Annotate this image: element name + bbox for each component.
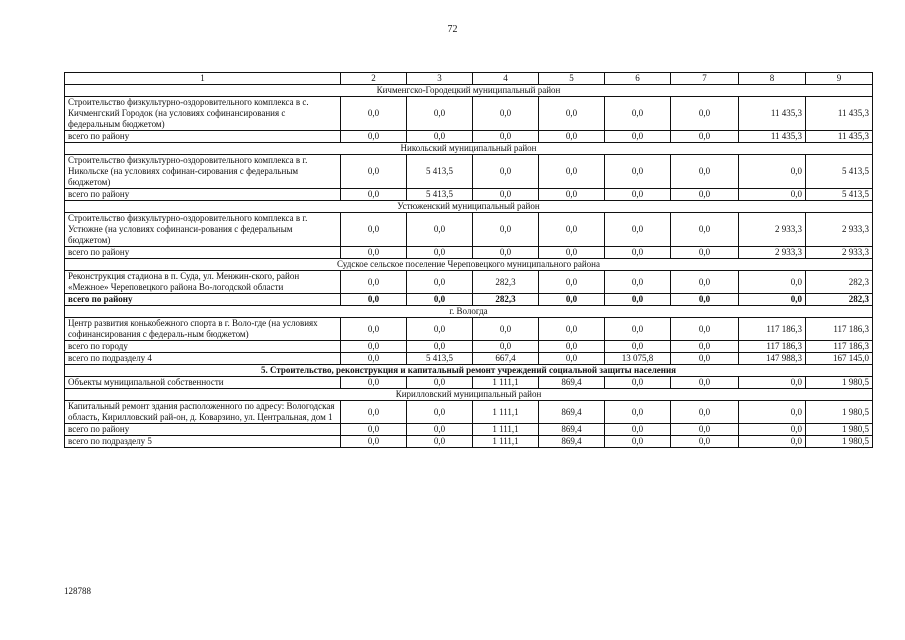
section-heading-row [65,85,873,97]
row-description: всего по району [65,189,341,201]
value-cell: 0,0 [605,318,671,341]
value-cell: 0,0 [341,97,407,131]
value-cell: 0,0 [341,294,407,306]
value-cell: 0,0 [739,436,806,448]
value-cell: 0,0 [407,377,473,389]
value-cell: 0,0 [739,155,806,189]
table-row [65,318,873,341]
value-cell: 0,0 [341,318,407,341]
value-cell: 0,0 [739,424,806,436]
value-cell: 0,0 [605,436,671,448]
table-body [65,73,873,448]
row-description: Объекты муниципальной собственности [65,377,341,389]
value-cell: 0,0 [671,341,739,353]
section-heading-row [65,365,873,377]
value-cell: 869,4 [539,377,605,389]
value-cell: 0,0 [341,377,407,389]
value-cell: 0,0 [539,341,605,353]
total-row [65,247,873,259]
value-cell: 0,0 [739,401,806,424]
value-cell: 0,0 [407,294,473,306]
value-cell: 0,0 [341,436,407,448]
value-cell: 0,0 [473,213,539,247]
total-row [65,424,873,436]
value-cell: 0,0 [407,341,473,353]
value-cell: 5 413,5 [407,155,473,189]
value-cell: 282,3 [473,271,539,294]
value-cell: 0,0 [341,353,407,365]
row-description: Реконструкция стадиона в п. Суда, ул. Менжин-ского, район «Межное» Череповецкого района Во-логодской области [65,271,341,294]
table-row [65,97,873,131]
value-cell: 0,0 [671,271,739,294]
value-cell: 0,0 [407,271,473,294]
value-cell: 0,0 [539,294,605,306]
value-cell: 869,4 [539,436,605,448]
value-cell: 0,0 [407,424,473,436]
table-row [65,155,873,189]
value-cell: 0,0 [671,424,739,436]
value-cell: 1 111,1 [473,436,539,448]
value-cell: 5 413,5 [806,189,873,201]
value-cell: 0,0 [739,377,806,389]
value-cell: 2 933,3 [806,213,873,247]
value-cell: 0,0 [473,318,539,341]
value-cell: 117 186,3 [806,318,873,341]
value-cell: 11 435,3 [806,131,873,143]
value-cell: 0,0 [341,189,407,201]
page-number: 72 [447,24,458,35]
section-heading-row [65,201,873,213]
section-heading-row [65,306,873,318]
header-row [65,73,873,85]
value-cell: 0,0 [605,377,671,389]
value-cell: 0,0 [671,213,739,247]
table-row [65,271,873,294]
value-cell: 0,0 [539,271,605,294]
row-description: Строительство физкультурно-оздоровительного комплекса в г. Никольске (на условиях софинан-сирования с федеральным бюджетом) [65,155,341,189]
column-header: 5 [539,73,605,85]
value-cell: 282,3 [806,294,873,306]
section-heading: 5. Строительство, реконструкция и капитальный ремонт учреждений социальной защиты населения [65,365,873,377]
value-cell: 0,0 [341,155,407,189]
section-heading: Судское сельское поселение Череповецкого муниципального района [65,259,873,271]
value-cell: 5 413,5 [407,189,473,201]
value-cell: 0,0 [605,294,671,306]
row-description: всего по району [65,247,341,259]
value-cell: 0,0 [341,424,407,436]
value-cell: 0,0 [739,189,806,201]
row-description: всего по подразделу 4 [65,353,341,365]
value-cell: 0,0 [341,213,407,247]
value-cell: 0,0 [605,97,671,131]
value-cell: 11 435,3 [806,97,873,131]
value-cell: 0,0 [407,401,473,424]
row-description: всего по городу [65,341,341,353]
value-cell: 117 186,3 [739,341,806,353]
value-cell: 1 111,1 [473,377,539,389]
value-cell: 667,4 [473,353,539,365]
value-cell: 5 413,5 [407,353,473,365]
row-description: Строительство физкультурно-оздоровительного комплекса в г. Устюжне (на условиях софинанси-рования с федеральным бюджетом) [65,213,341,247]
value-cell: 0,0 [671,401,739,424]
value-cell: 0,0 [473,97,539,131]
value-cell: 0,0 [671,131,739,143]
value-cell: 117 186,3 [806,341,873,353]
value-cell: 0,0 [539,213,605,247]
value-cell: 0,0 [473,155,539,189]
value-cell: 869,4 [539,401,605,424]
column-header: 2 [341,73,407,85]
value-cell: 282,3 [473,294,539,306]
value-cell: 0,0 [539,97,605,131]
value-cell: 0,0 [341,131,407,143]
total-row [65,353,873,365]
value-cell: 0,0 [341,247,407,259]
section-heading-row [65,389,873,401]
value-cell: 0,0 [407,318,473,341]
value-cell: 1 111,1 [473,401,539,424]
value-cell: 0,0 [605,155,671,189]
value-cell: 0,0 [605,213,671,247]
column-header: 8 [739,73,806,85]
value-cell: 11 435,3 [739,131,806,143]
value-cell: 2 933,3 [806,247,873,259]
row-description: всего по району [65,294,341,306]
value-cell: 0,0 [407,131,473,143]
column-header: 3 [407,73,473,85]
value-cell: 1 980,5 [806,436,873,448]
value-cell: 0,0 [671,155,739,189]
column-header: 7 [671,73,739,85]
section-heading: Никольский муниципальный район [65,143,873,155]
total-row [65,341,873,353]
value-cell: 0,0 [671,97,739,131]
row-description: Центр развития конькобежного спорта в г. Воло-где (на условиях софинансирования с федераль-ным бюджетом) [65,318,341,341]
value-cell: 13 075,8 [605,353,671,365]
value-cell: 0,0 [539,318,605,341]
value-cell: 0,0 [539,353,605,365]
value-cell: 2 933,3 [739,247,806,259]
value-cell: 0,0 [539,189,605,201]
document-code: 128788 [64,586,91,596]
total-row [65,189,873,201]
value-cell: 147 988,3 [739,353,806,365]
value-cell: 0,0 [671,318,739,341]
total-row [65,377,873,389]
value-cell: 0,0 [539,155,605,189]
table-row [65,213,873,247]
value-cell: 1 980,5 [806,401,873,424]
row-description: Строительство физкультурно-оздоровительного комплекса в с. Кичменгский Городок (на условиях софинансирования с федеральным бюджетом) [65,97,341,131]
value-cell: 0,0 [605,189,671,201]
value-cell: 0,0 [605,131,671,143]
value-cell: 1 980,5 [806,424,873,436]
value-cell: 117 186,3 [739,318,806,341]
value-cell: 0,0 [605,341,671,353]
total-row [65,294,873,306]
value-cell: 167 145,0 [806,353,873,365]
value-cell: 11 435,3 [739,97,806,131]
value-cell: 0,0 [407,436,473,448]
row-description: Капитальный ремонт здания расположенного по адресу: Вологодская область, Кирилловский рай-он, д. Коварзино, ул. Центральная, дом 1 [65,401,341,424]
value-cell: 2 933,3 [739,213,806,247]
budget-table [64,72,873,448]
value-cell: 0,0 [671,294,739,306]
row-description: всего по району [65,131,341,143]
value-cell: 0,0 [539,247,605,259]
value-cell: 0,0 [739,294,806,306]
column-header: 4 [473,73,539,85]
value-cell: 1 980,5 [806,377,873,389]
value-cell: 0,0 [671,189,739,201]
section-heading-row [65,143,873,155]
section-heading: г. Вологда [65,306,873,318]
value-cell: 0,0 [341,271,407,294]
value-cell: 0,0 [605,401,671,424]
row-description: всего по району [65,424,341,436]
value-cell: 0,0 [407,247,473,259]
column-header: 6 [605,73,671,85]
value-cell: 0,0 [407,213,473,247]
total-row [65,131,873,143]
column-header: 9 [806,73,873,85]
value-cell: 0,0 [605,271,671,294]
value-cell: 0,0 [605,247,671,259]
value-cell: 0,0 [739,271,806,294]
value-cell: 0,0 [671,353,739,365]
value-cell: 0,0 [671,247,739,259]
row-description: всего по подразделу 5 [65,436,341,448]
value-cell: 0,0 [605,424,671,436]
value-cell: 282,3 [806,271,873,294]
value-cell: 0,0 [407,97,473,131]
column-header: 1 [65,73,341,85]
section-heading: Устюженский муниципальный район [65,201,873,213]
value-cell: 0,0 [473,247,539,259]
value-cell: 0,0 [473,131,539,143]
total-row [65,436,873,448]
table-row [65,401,873,424]
value-cell: 869,4 [539,424,605,436]
value-cell: 0,0 [473,341,539,353]
section-heading: Кирилловский муниципальный район [65,389,873,401]
value-cell: 0,0 [539,131,605,143]
section-heading: Кичменгско-Городецкий муниципальный район [65,85,873,97]
value-cell: 1 111,1 [473,424,539,436]
value-cell: 0,0 [341,341,407,353]
value-cell: 0,0 [473,189,539,201]
section-heading-row [65,259,873,271]
value-cell: 0,0 [671,377,739,389]
value-cell: 0,0 [341,401,407,424]
value-cell: 5 413,5 [806,155,873,189]
value-cell: 0,0 [671,436,739,448]
